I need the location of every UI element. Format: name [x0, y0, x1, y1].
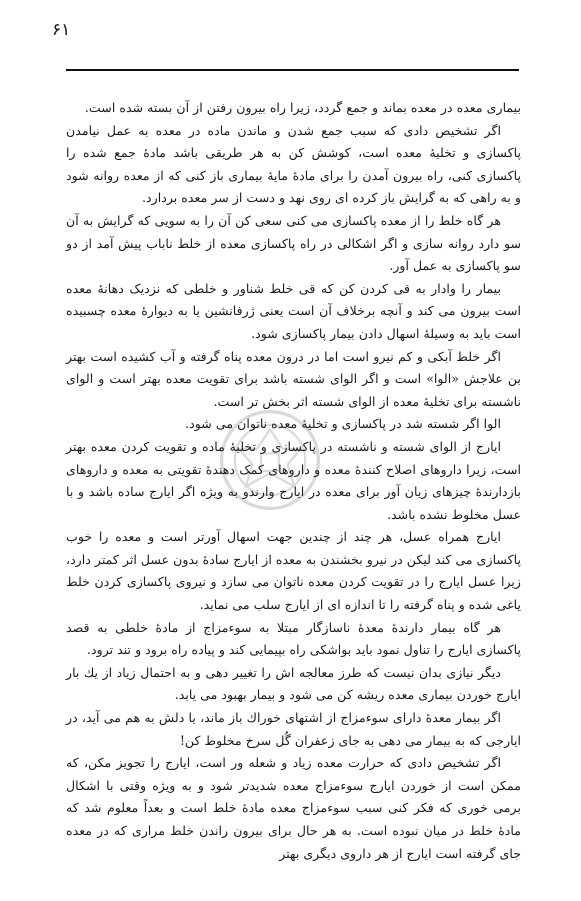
paragraph: ایارج از الوای شسته و ناشسته در پاکسازی و تخلیهٔ ماده و تقویت کردن معده بهتر است، زیرا داروهای اصلاح کنندهٔ معده و داروهای کمک دهندهٔ تقویتی به معده و داروهای بازدارندهٔ چیزهای زیان آور برای معده در ایارج وارندو به ویژه اگر ایارج ساده باشد و با عسل مخلوط نشده باشد. [66, 438, 521, 522]
paragraph: بیمار را وادار به قی کردن کن که قی خلط شناور و خلطی که نزدیک دهانهٔ معده است بیرون می کند و آنچه برخلاف آن است یعنی ژرفانشین یا به دیوارهٔ معده چسبیده است باید به وسیلهٔ اسهال دادن بیمار پاکسازی شود. [66, 280, 521, 341]
body-text [66, 97, 521, 865]
paragraph: اگر تشخیص دادی که حرارت معده زیاد و شعله ور است، ایارج را تجویز مکن، که ممکن است از خوردن ایارج سوءمزاج معده شدیدتر شود و به ویژه وقتی با اشکال برمی خوری که فکر کنی سبب سوءمزاج معده مادهٔ خلط است و بعداً معلوم شد که مادهٔ خلط در میان نبوده است. به هر حال برای بیرون راندن خلط مراری که در معده جای گرفته است ایارج از هر داروی دیگری بهتر [66, 755, 521, 861]
page-number: ۶۱ [52, 20, 71, 40]
paragraph: دیگر نیازی بدان نیست که طرز معالجه اش را تغییر دهی و به احتمال زیاد از یك بار ایارج خوردن بیماری معده ریشه کن می شود و بیمار بهبود می یابد. [66, 664, 521, 703]
paragraph: ایارج همراه عسل، هر چند از چندین جهت اسهال آورتر است و معده را خوب پاکسازی می کند لیکن در نیرو بخشندن به معده از ایارج سادهٔ بدون عسل اثر کمتر دارد، زیرا عسل ایارج را در تقویت کردن معده ناتوان می سازد و نیروی پاکسازی کردن خلط یاغی شده و پناه گرفته را تا اندازه ای از ایارج سلب می نماید. [66, 529, 521, 613]
paragraph: اگر خلط آبکی و کم نیرو است اما در درون معده پناه گرفته و آب کشیده است بهتر بن علاجش «الوا» است و اگر الوای شسته باشد برای تقویت معده بهتر است و الوای ناشسته برای تخلیهٔ معده از الوای شسته اثر بخش تر است. [66, 348, 521, 409]
paragraph: اگر تشخیص دادی که سبب جمع شدن و ماندن ماده در معده به عمل نیامدن پاکسازی و تخلیهٔ معده است، کوشش کن به هر طریقی باشد مادهٔ جمع شده را پاکسازی کنی، راه بیرون آمدن را برای مادهٔ مایهٔ بیماری باز کنی که از معده روانه شود و به راهی که به گرایش باز کرده ای روی نهد و دست از سر معده بردارد. [66, 122, 521, 206]
paragraph: بیماری معده در معده بماند و جمع گردد، زیرا راه بیرون رفتن از آن بسته شده است. [84, 100, 521, 115]
header-rule [66, 69, 519, 71]
paragraph: الوا اگر شسته شد در پاکسازی و تخلیهٔ معده ناتوان می شود. [185, 416, 501, 432]
paragraph: هر گاه خلط را از معده پاکسازی می کنی سعی کن آن را به سویی که گرایش به آن سو دارد روانه سازی و اگر اشکالی در راه پاکسازی معده از خلط ناباب پیش آمد از دو سو پاکسازی به عمل آور. [66, 212, 521, 274]
paragraph: هر گاه بیمار دارندهٔ معدهٔ ناسازگار مبتلا به سوءمزاج از مادهٔ خلطی به قصد پاکسازی ایارج را تناول نمود باید بواشکی راه بپیمایی کند و پیاده راه برود و تند ترود. [66, 619, 521, 658]
paragraph: اگر بیمار معدهٔ دارای سوءمزاج از اشتهای خوراك باز ماند، یا دلش به هم می آید، در ایارجی که به بیمار می دهی به جای زعفران گُل سرخ مخلوط کن! [66, 710, 521, 748]
